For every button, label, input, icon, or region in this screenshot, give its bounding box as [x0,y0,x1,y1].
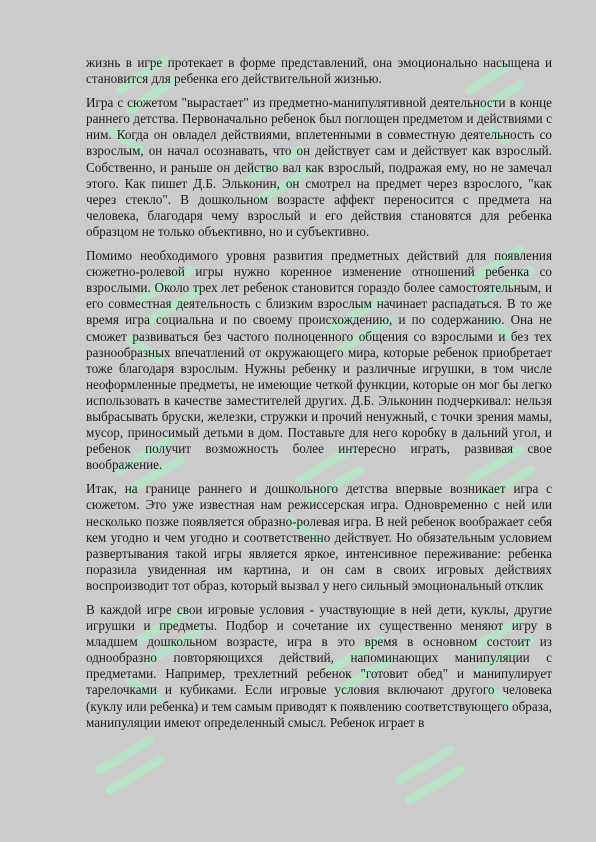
watermark-stroke [400,750,460,800]
paragraph-3: Помимо необходимого уровня развития предметных действий для появления сюжетно-ролевой игры нужно коренное изменение отношений ребенка со взрослыми. Около трех лет ребенок становится гораздо более самостоятельным, и его совместная деятельность с близким взрослым начинает распадаться. В то же время игра социальна и по своему происхождению, и по содержанию. Она не сможет развиваться без частого полноценного общения со взрослыми и без тех разнообразных впечатлений от окружающего мира, которые ребенок приобретает тоже благодаря взрослым. Нужны ребенку и различные игрушки, в том числе неоформленные предметы, не имеющие четкой функции, которые он мог бы легко использовать в качестве заместителей других. Д.Б. Эльконин подчеркивал: нельзя выбрасывать бруски, железки, стружки и прочий ненужный, с точки зрения мамы, мусор, приносимый детьми в дом. Поставьте для него коробку в дальний угол, и ребенок получит возможность более интересно играть, развивая свое воображение. [86,248,552,473]
paragraph-5: В каждой игре свои игровые условия - участвующие в ней дети, куклы, другие игрушки и предметы. Подбор и сочетание их существенно меняют игру в младшем дошкольном возрасте, игра в это время в основном состоит из однообразно повторяющихся действий, напоминающих манипуляции с предметами. Например, трехлетний ребенок "готовит обед" и манипулирует тарелочками и кубиками. Если игровые условия включают другого человека (куклу или ребенка) и тем самым приводят к появлению соответствующего образа, манипуляции имеют определенный смысл. Ребенок играет в [86,602,552,730]
paragraph-2: Игра с сюжетом "вырастает" из предметно-манипулятивной деятельности в конце раннего детства. Первоначально ребенок был поглощен предметом и действиями с ним. Когда он овладел действиями, вплетенными в совместную деятельность со взрослым, он начал осознавать, что он действует сам и действует как взрослый. Собственно, и раньше он действо вал как взрослый, подражая ему, но не замечал этого. Как пишет Д.Б. Эльконин, он смотрел на предмет через взрослого, "как через стекло". В дошкольном возрасте аффект переносится с предмета на человека, благодаря чему взрослый и его действия становятся для ребенка образцом не только объективно, но и субъективно. [86,95,552,239]
paragraph-4: Итак, на границе раннего и дошкольного детства впервые возникает игра с сюжетом. Это уже известная нам режиссерская игра. Одновременно с ней или несколько позже появляется образно-ролевая игра. В ней ребенок воображает себя кем угодно и чем угодно и соответственно действует. Но обязательным условием развертывания такой игры является яркое, интенсивное переживание: ребенка поразила увиденная им картина, и он сам в своих игровых действиях воспроизводит тот образ, который вызвал у него сильный эмоциональный отклик [86,481,552,593]
watermark-stroke [100,740,160,790]
document-body [86,55,552,739]
paragraph-1: жизнь в игре протекает в форме представлений, она эмоционально насыщена и становится для ребенка его действительной жизнью. [86,55,552,87]
